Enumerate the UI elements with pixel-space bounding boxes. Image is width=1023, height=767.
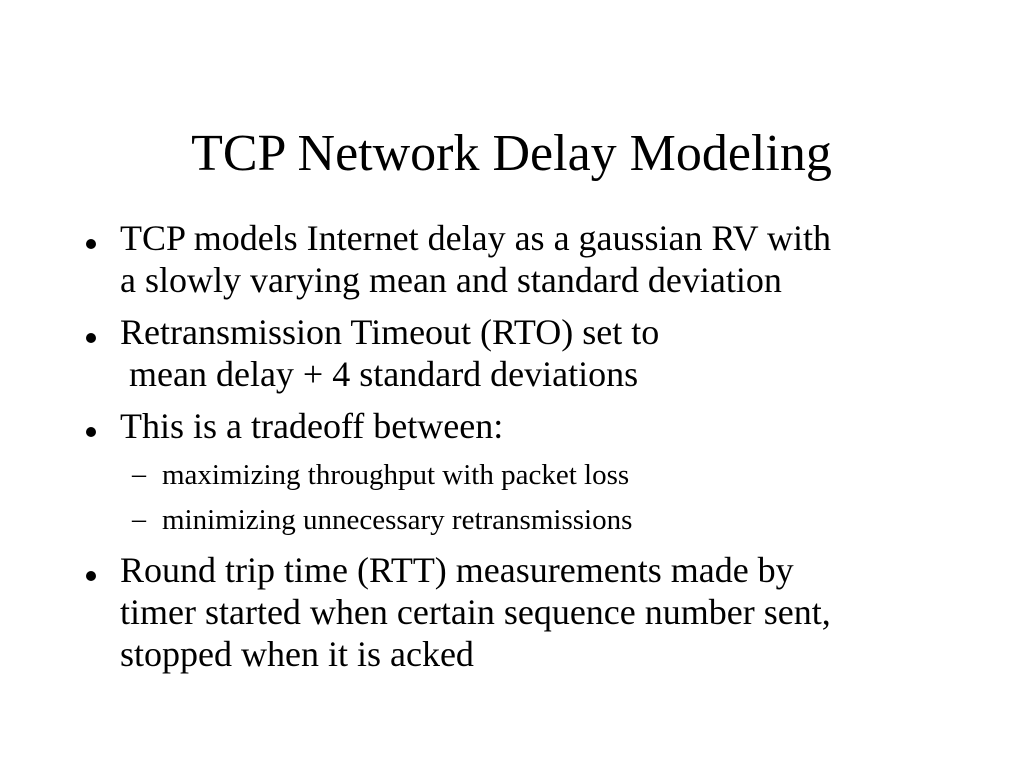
bullet-4-line-3: stopped when it is acked <box>120 634 474 674</box>
bullet-4-line-1: Round trip time (RTT) measurements made by <box>120 550 794 590</box>
sub-item-2-text: minimizing unnecessary retransmissions <box>162 504 633 536</box>
sub-bullet-dash-icon: – <box>132 459 146 490</box>
bullet-4-line-2: timer started when certain sequence number sent, <box>120 592 831 632</box>
bullet-1-line-2: a slowly varying mean and standard deviation <box>120 260 782 300</box>
bullet-dot-icon <box>86 333 96 343</box>
bullet-dot-icon <box>86 571 96 581</box>
slide-title: TCP Network Delay Modeling <box>191 125 832 182</box>
bullet-3-line-1: This is a tradeoff between: <box>120 406 504 446</box>
sub-bullet-dash-icon: – <box>132 504 146 535</box>
bullet-2-line-1: Retransmission Timeout (RTO) set to <box>120 312 660 352</box>
bullet-2-line-2: mean delay + 4 standard deviations <box>120 354 639 394</box>
sub-item-1-text: maximizing throughput with packet loss <box>162 459 630 491</box>
bullet-dot-icon <box>86 427 96 437</box>
bullet-1-line-1: TCP models Internet delay as a gaussian RV with <box>120 218 831 258</box>
bullet-dot-icon <box>86 239 96 249</box>
